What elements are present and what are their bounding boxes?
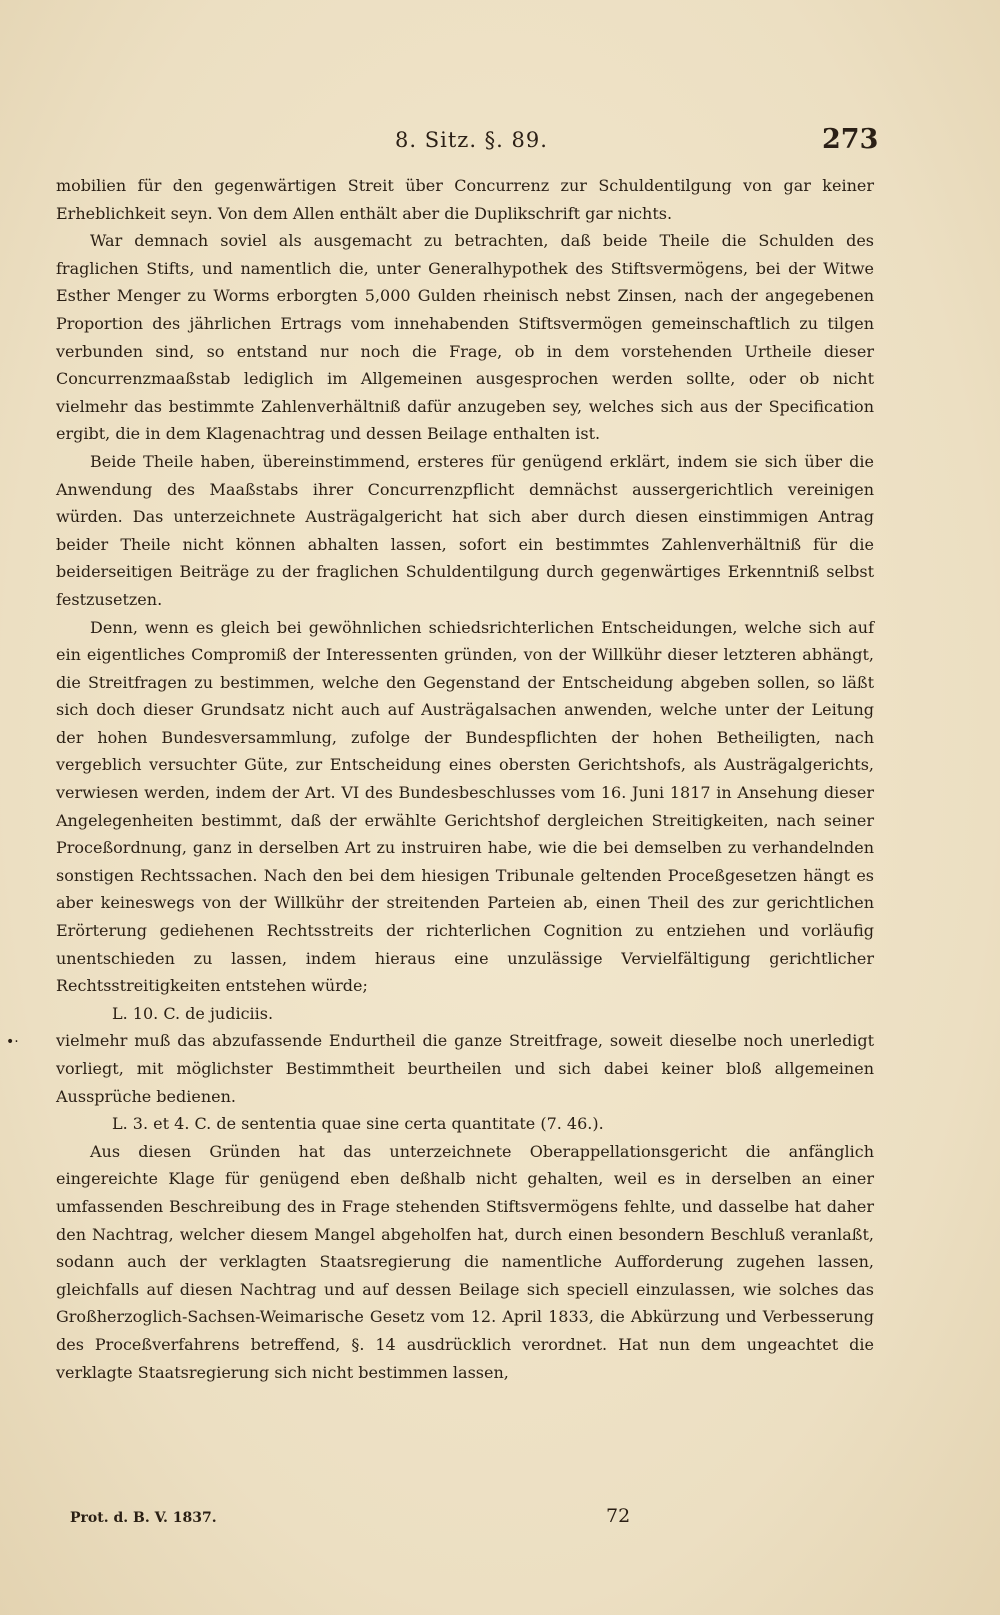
section-reference: 8. Sitz. §. 89. bbox=[395, 128, 548, 152]
legal-citation: L. 10. C. de judiciis. bbox=[112, 1003, 274, 1023]
page-number: 273 bbox=[822, 124, 879, 155]
sheet-number: 72 bbox=[606, 1505, 631, 1527]
paragraph-continuation: vielmehr muß das abzufassende Endurtheil die ganze Streitfrage, soweit dieselbe noch unerledigt vorliegt, mit möglichster Bestimmtheit beurtheilen und sich dabei keiner bloß allgemeinen Aussprüche bedienen. bbox=[56, 1031, 874, 1106]
paragraph-continuation: mobilien für den gegenwärtigen Streit über Concurrenz zur Schuldentilgung von gar keiner Erheblichkeit seyn. Von dem Allen enthält aber die Duplikschrift gar nichts. bbox=[56, 176, 874, 223]
paragraph: War demnach soviel als ausgemacht zu betrachten, daß beide Theile die Schulden des fraglichen Stifts, und namentlich die, unter Generalhypothek des Stiftsvermögens, bei der Witwe Esther Menger zu Worms erborgten 5,000 Gulden rheinisch nebst Zinsen, nach der angegebenen Proportion des jährlichen Ertrags vom innehabenden Stiftsvermögen gemeinschaftlich zu tilgen verbunden sind, so entstand nur noch die Frage, ob in dem vorstehenden Urtheile dieser Concurrenzmaaßstab lediglich im Allgemeinen ausgesprochen werden sollte, oder ob nicht vielmehr das bestimmte Zahlenverhältniß dafür anzugeben sey, welches sich aus der Specification ergibt, die in dem Klagenachtrag und dessen Beilage enthalten ist. bbox=[56, 231, 874, 444]
paragraph: Beide Theile haben, übereinstimmend, ersteres für genügend erklärt, indem sie sich über die Anwendung des Maaßstabs ihrer Concurrenzpflicht demnächst aussergerichtlich vereinigen würden. Das unterzeichnete Austrägalgericht hat sich aber durch diesen einstimmigen Antrag beider Theile nicht können abhalten lassen, sofort ein bestimmtes Zahlenverhältniß für die beiderseitigen Beiträge zu der fraglichen Schuldentilgung durch gegenwärtiges Erkenntniß selbst festzusetzen. bbox=[56, 451, 874, 609]
margin-mark: •· bbox=[6, 1034, 19, 1050]
running-head bbox=[0, 124, 1000, 160]
paragraph: Denn, wenn es gleich bei gewöhnlichen schiedsrichterlichen Entscheidungen, welche sich auf ein eigentliches Compromiß der Interessenten gründen, von der Willkühr dieser letzteren abhängt, die Streitfragen zu bestimmen, welche den Gegenstand der Entscheidung abgeben sollen, so läßt sich doch dieser Grundsatz nicht auch auf Austrägalsachen anwenden, welche unter der Leitung der hohen Bundesversammlung, zufolge der Bundespflichten der hohen Betheiligten, nach vergeblich versuchter Güte, zur Entscheidung eines obersten Gerichtshofs, als Austrägalgerichts, verwiesen werden, indem der Art. VI des Bundesbeschlusses vom 16. Juni 1817 in Ansehung dieser Angelegenheiten bestimmt, daß der erwählte Gerichtshof dergleichen Streitigkeiten, nach seiner Proceßordnung, ganz in derselben Art zu instruiren habe, wie die bei demselben zu verhandelnden sonstigen Rechtssachen. Nach den bei dem hiesigen Tribunale geltenden Proceßgesetzen hängt es aber keineswegs von der Willkühr der streitenden Parteien ab, einen Theil des zur gerichtlichen Erörterung gediehenen Rechtsstreits der richterlichen Cognition zu entziehen und vorläufig unentschieden zu lassen, indem hieraus eine unzulässige Vervielfältigung gerichtlicher Rechtsstreitigkeiten entstehen würde; bbox=[56, 617, 874, 996]
body-text bbox=[56, 172, 874, 1386]
footer-signature: Prot. d. B. V. 1837. bbox=[70, 1510, 217, 1526]
paragraph: Aus diesen Gründen hat das unterzeichnete Oberappellationsgericht die anfänglich eingereichte Klage für genügend eben deßhalb nicht gehalten, weil es in derselben an einer umfassenden Beschreibung des in Frage stehenden Stiftsvermögens fehlte, und dasselbe hat daher den Nachtrag, welcher diesem Mangel abgeholfen hat, durch einen besondern Beschluß veranlaßt, sodann auch der verklagten Staatsregierung die namentliche Aufforderung zugehen lassen, gleichfalls auf diesen Nachtrag und auf dessen Beilage sich speciell einzulassen, wie solches das Großherzoglich-Sachsen-Weimarische Gesetz vom 12. April 1833, die Abkürzung und Verbesserung des Proceßverfahrens betreffend, §. 14 ausdrücklich verordnet. Hat nun dem ungeachtet die verklagte Staatsregierung sich nicht bestimmen lassen, bbox=[56, 1141, 874, 1382]
legal-citation: L. 3. et 4. C. de sententia quae sine certa quantitate (7. 46.). bbox=[112, 1114, 604, 1134]
